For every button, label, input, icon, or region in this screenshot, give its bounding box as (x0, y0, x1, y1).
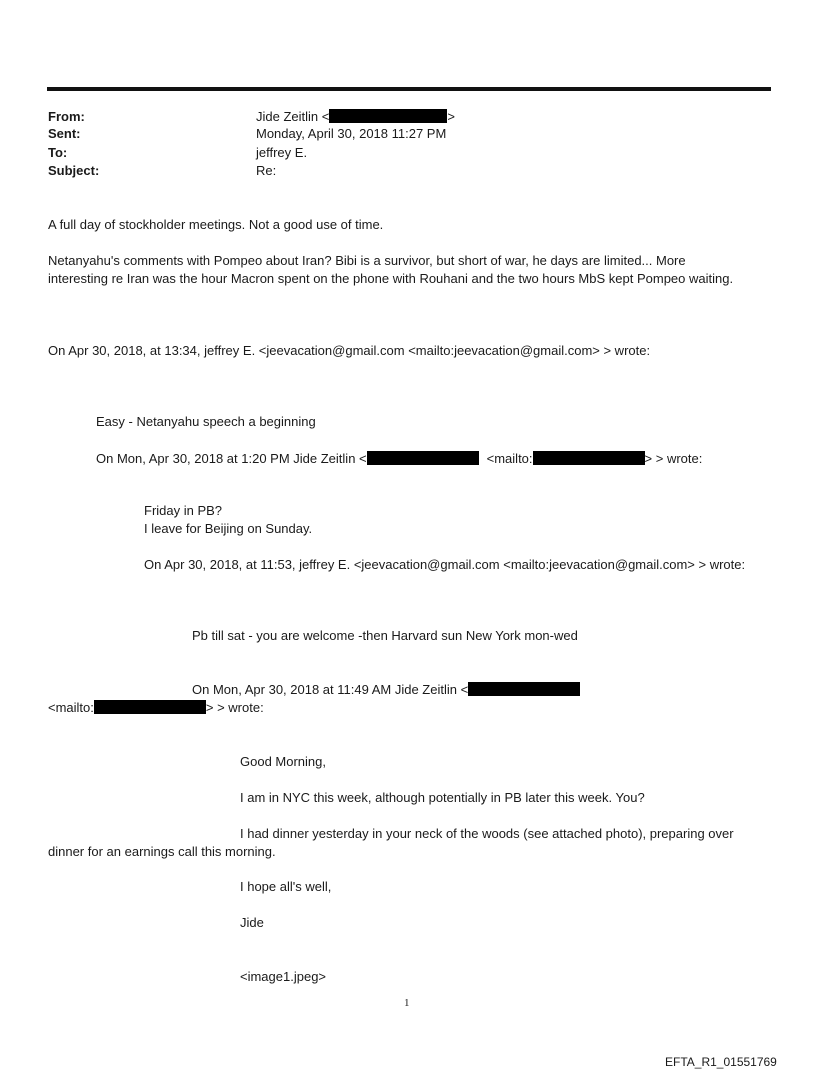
quote-4-line-2b: dinner for an earnings call this morning. (48, 844, 276, 859)
body-para-2-line-1: Netanyahu's comments with Pompeo about Iran? Bibi is a survivor, but short of war, he days are limited... More (48, 253, 686, 268)
redaction-bar (367, 451, 479, 465)
bates-id: EFTA_R1_01551769 (665, 1055, 777, 1069)
to-label: To: (48, 145, 68, 160)
quote-4-line-1: I am in NYC this week, although potentially in PB later this week. You? (240, 790, 645, 805)
redaction-bar (94, 700, 206, 714)
quote-2-line-2: I leave for Beijing on Sunday. (144, 521, 313, 536)
quote-3-header: On Apr 30, 2018, at 11:53, jeffrey E. <jeevacation@gmail.com <mailto:jeevacation@gmail.com> > wrote: (144, 557, 746, 572)
quote-4-line-3: I hope all's well, (240, 879, 332, 894)
from-label: From: (48, 109, 85, 124)
quote-4-header (192, 682, 580, 698)
quote-4-greeting: Good Morning, (240, 754, 326, 769)
quote-2-header-a: On Mon, Apr 30, 2018 at 1:20 PM Jide Zeitlin < (96, 451, 367, 466)
quote-4-header-a: On Mon, Apr 30, 2018 at 11:49 AM Jide Zeitlin < (192, 682, 469, 697)
to-value: jeffrey E. (256, 145, 308, 160)
quote-1-header: On Apr 30, 2018, at 13:34, jeffrey E. <jeevacation@gmail.com <mailto:jeevacation@gmail.com> > wrote: (48, 343, 651, 358)
quote-2-header-b: <mailto: (486, 451, 533, 466)
page-number: 1 (404, 997, 410, 1009)
from-close: > (447, 109, 455, 124)
from-name: Jide Zeitlin < (256, 109, 330, 124)
quote-1-text: Easy - Netanyahu speech a beginning (96, 414, 316, 429)
attachment-link[interactable]: <image1.jpeg> (240, 969, 327, 984)
quote-4-header-b: <mailto: (48, 700, 94, 715)
subject-label: Subject: (48, 163, 100, 178)
header-rule (47, 87, 771, 91)
quote-3-text: Pb till sat - you are welcome -then Harvard sun New York mon-wed (192, 628, 578, 643)
quote-4-line-2a: I had dinner yesterday in your neck of the woods (see attached photo), preparing over (240, 826, 734, 841)
redaction-bar (329, 109, 447, 123)
from-value (256, 109, 455, 125)
quote-2-header (96, 451, 702, 467)
body-line-1: A full day of stockholder meetings. Not a good use of time. (48, 217, 384, 232)
body-para-2-line-2: interesting re Iran was the hour Macron spent on the phone with Rouhani and the two hours MbS kept Pompeo waiting. (48, 271, 734, 286)
quote-4-header-cont (48, 700, 264, 716)
quote-4-header-c: > > wrote: (205, 700, 264, 715)
quote-2-header-c: > > wrote: (644, 451, 703, 466)
redaction-bar (468, 682, 580, 696)
quote-4-signature: Jide (240, 915, 264, 930)
sent-label: Sent: (48, 126, 81, 141)
quote-2-line-1: Friday in PB? (144, 503, 223, 518)
redaction-bar (533, 451, 645, 465)
sent-value: Monday, April 30, 2018 11:27 PM (256, 126, 447, 141)
subject-value: Re: (256, 163, 277, 178)
